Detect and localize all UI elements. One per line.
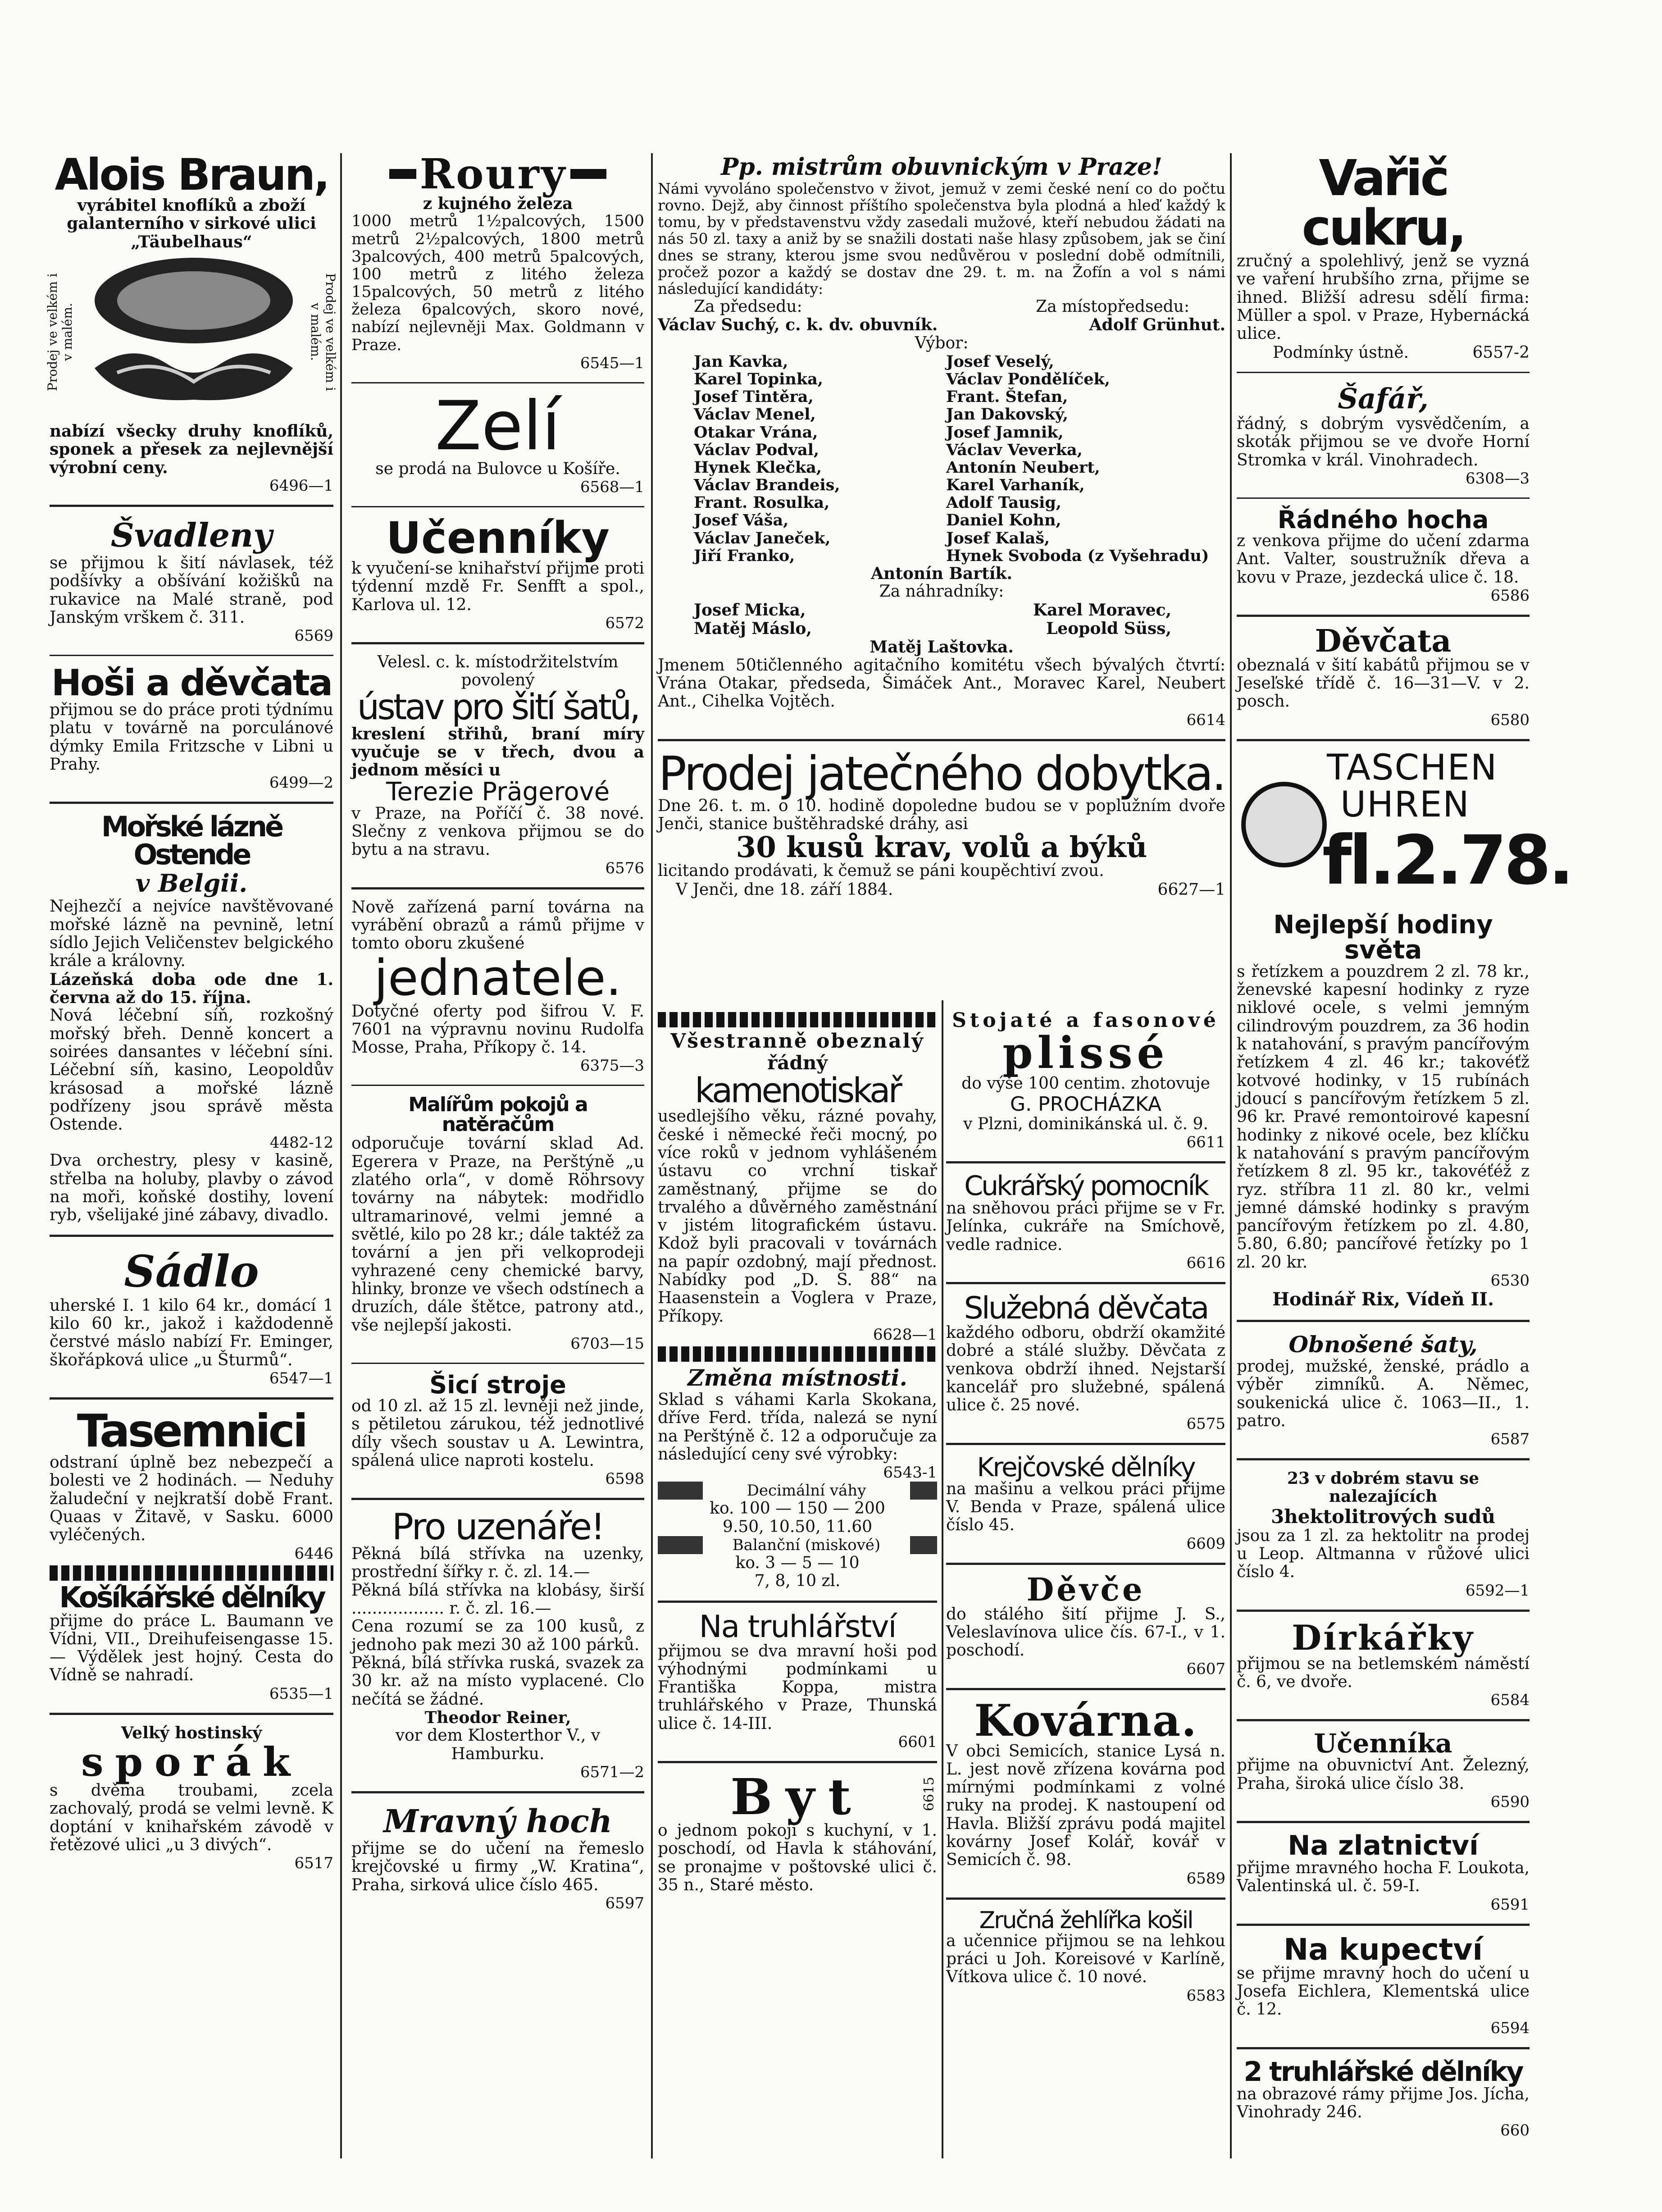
prodej-text1: Dne 26. t. m. o 10. hodině dopoledne budou se v poplužním dvoře Jenči, stanice buštěhradské dráhy, asi <box>658 796 1225 833</box>
malirum-title: Malířům pokojů a natěračům <box>408 1093 587 1136</box>
obuvnik-intro: Námi vyvoláno společenstvo v život, jemuž v zemi české není co do počtu rovno. Dejž, aby činnost příštího společenstva byla plodná a hleď každý k tomu, by v představenstvu vždy zasedali mužové, kteří nebudou žádati na nás 50 zl. taxy a aniž by se snažili dostati naše hlasy způsobem, jak se činí dnes se strany, kterou jsme svou nedůvěrou v poslední době odmítnili, pročež pozor a každý se dostav dne 29. t. m. na Žofín a vol s námi následující kandidáty: <box>658 180 1225 297</box>
ustav-title: ústav pro šití šatů, <box>357 687 639 728</box>
sadlo-title: Sádlo <box>124 1245 259 1297</box>
kamen-title: kamenotiskař <box>695 1070 900 1111</box>
malirum-code: 6703—15 <box>570 1334 644 1353</box>
plisse-addr: v Plzni, dominikánská ul. č. 9. <box>963 1114 1208 1133</box>
dec-vals: ko. 100 — 150 — 200 <box>710 1499 885 1518</box>
vybor-left-list <box>694 353 946 565</box>
truhlar-text: přijmou se dva mravní hoši pod výhodnými podmínkami u Františka Koppa, mistra truhlářského v Praze, Thunská ulice č. 14-III. <box>658 1642 937 1733</box>
predseda-name: Václav Suchý, c. k. dv. obuvník. <box>658 315 938 335</box>
devce-code: 6607 <box>1186 1660 1225 1678</box>
roury-title: Roury <box>419 150 567 198</box>
taschen-word: TASCHEN <box>1327 747 1498 788</box>
sporak-title: sporák <box>81 1738 302 1786</box>
zeli-title: Zelí <box>435 387 561 465</box>
pipe-icon <box>570 169 606 179</box>
ornament-divider <box>658 1346 937 1362</box>
ustav-text: kreslení střihů, braní míry vyučuje se v třech, dvou a jednom měsíci u <box>351 724 644 780</box>
kosikarske-text: přijme do práce L. Baumann ve Vídni, VII., Dreihufeisengasse 15. — Výdělek jest hojný. Cesta do Vídně se nahradí. <box>50 1611 333 1685</box>
plisse-code: 6611 <box>1186 1133 1225 1152</box>
scale-icon <box>658 1536 703 1554</box>
committee-member: Jiří Franko, <box>694 546 795 565</box>
committee-member: Daniel Kohn, <box>946 511 1061 530</box>
kosikarske-code: 6535—1 <box>269 1684 333 1703</box>
nahr-l2: Matěj Máslo, <box>694 619 812 639</box>
ucenniky-code: 6572 <box>605 614 644 633</box>
committee-member: Frant. Štefan, <box>946 388 1068 406</box>
hosi-text: přijmou se do práce proti týdnímu platu v továrně na porculánové dýmky Emila Fritzsche v Libni u Prahy. <box>50 701 333 774</box>
nahr-l1: Josef Micka, <box>694 600 806 620</box>
committee-member: Karel Varhaník, <box>946 476 1085 495</box>
sporak-code: 6517 <box>294 1854 333 1873</box>
pocket-watch-icon <box>1241 782 1327 867</box>
sadlo-code: 6547—1 <box>269 1369 333 1387</box>
byt-side-code: 6615 <box>921 1777 937 1811</box>
varic-title: Vařič cukru, <box>1302 149 1465 256</box>
obuvnik-code: 6614 <box>1186 711 1225 729</box>
prodej-place: V Jenči, dne 18. září 1884. <box>676 880 893 899</box>
obnosene-title: Obnošené šaty, <box>1289 1331 1478 1358</box>
committee-member: Václav Pondělíček, <box>946 369 1110 388</box>
jednatele-pre: Nově zařízená parní továrna na vyrábění obrazů a rámů přijme v tomto oboru zkušené <box>351 898 644 953</box>
hoch-code: 6586 <box>1490 586 1530 605</box>
label-mistopredseda: Za místopředsedu: <box>1036 297 1189 316</box>
sudy-title: 3hektolitrových sudů <box>1270 1505 1496 1528</box>
devcata-text: obeznalá v šití kabátů přijmou se v Jeseľské třídě č. 16—31—V. v 2. posch. <box>1237 656 1530 711</box>
byt-text: o jednom pokoji s kuchyní, v 1. poschodí, od Havla k stáhování, se pronajme v poštovské ulici č. 35 n., Staré město. <box>658 1821 937 1895</box>
committee-member: Josef Váša, <box>694 511 789 530</box>
braun-side-right: Prodej ve velkém i v malém. <box>308 273 338 391</box>
column-3a <box>658 1009 937 1894</box>
obnosene-text: prodej, mužské, ženské, prádlo a výběr zimníků. A. Němec, soukenická ulice č. 1063—II., 1. patro. <box>1237 1357 1530 1430</box>
obuvnik-footer: Jmenem 50tičlenného agitačního komitétu všech bývalých čtvrtí: Vrána Otakar, předseda, Šimáček Ant., Moravec Karel, Neubert Ant., Cihelka Vojtěch. <box>658 656 1225 711</box>
morske-text4: Dva orchestry, plesy v kasině, střelba na holuby, plavby o závod na moři, koňské dostihy, lovení ryb, všelijaké jiné zábavy, divadlo. <box>50 1151 333 1225</box>
truhlar-code: 6601 <box>898 1733 937 1751</box>
column-rule <box>651 153 653 2158</box>
uzenare-name: Theodor Reiner, <box>424 1708 571 1727</box>
decimalni-row <box>658 1482 937 1500</box>
sadlo-text: uherské I. 1 kilo 64 kr., domácí 1 kilo 60 kr., jakož i každodenně čerstvé máslo nabízí Fr. Eminger, škořápková ulice „u Šturmů“. <box>50 1296 333 1369</box>
hosi-code: 6499—2 <box>269 774 333 792</box>
ustav-text2: v Praze, na Poříčí č. 38 nové. Slečny z venkova přijmou se do bytu a na stravu. <box>351 804 644 859</box>
uzenare-text2: Pěkná bílá střívka na klobásy, širší .................. r. č. zl. 16.— <box>351 1581 644 1618</box>
morske-title: Mořské lázně Ostende <box>101 810 282 871</box>
sluzebna-code: 6575 <box>1186 1414 1225 1433</box>
plisse-text: do výše 100 centim. zhotovuje <box>961 1074 1210 1093</box>
kamen-pre2: řádný <box>767 1052 828 1074</box>
sporak-pre: Velký hostinský <box>121 1723 262 1742</box>
varic-code: 6557-2 <box>1472 343 1530 362</box>
committee-member: Frant. Rosulka, <box>694 493 830 512</box>
kupectvi-code: 6594 <box>1490 2019 1530 2037</box>
braun-logo <box>45 251 338 422</box>
dirkarky-text: přijmou se na betlemském náměstí č. 6, ve dvoře. <box>1237 1654 1530 1692</box>
plisse-name: G. PROCHÁZKA <box>1010 1092 1162 1116</box>
krejcov-code: 6609 <box>1186 1534 1225 1553</box>
bal-vals: ko. 3 — 5 — 10 <box>735 1553 860 1572</box>
column-3b <box>946 1009 1225 2005</box>
nahradniky-row2 <box>658 620 1225 638</box>
hodiny-title: Nejlepší hodiny světa <box>1273 910 1493 965</box>
svadleny-code: 6569 <box>294 627 333 645</box>
vybor-label: Výbor: <box>915 334 969 353</box>
truhlari-code: 660 <box>1500 2121 1530 2140</box>
svadleny-title: Švadleny <box>110 515 273 554</box>
plisse-title: plissé <box>1002 1027 1169 1079</box>
hodiny-firm: Hodinář Rix, Vídeň II. <box>1272 1289 1494 1310</box>
svadleny-text: se přijmou k šití návlasek, též podšívky a obšívání kožišků na rukavice na Malé straně, pod Janským vrškem č. 311. <box>50 553 333 627</box>
braun-line2: galanterního v sirkové ulici <box>67 214 316 233</box>
committee-member: Hynek Klečka, <box>694 458 822 477</box>
decimalni-label: Decimální váhy <box>747 1482 866 1500</box>
balancni-label: Balanční (miskové) <box>732 1536 881 1554</box>
committee-member: Otakar Vrána, <box>694 423 818 442</box>
prodej-footer <box>658 880 1225 899</box>
morske-sub: v Belgii. <box>135 869 248 898</box>
braun-side-left: Prodej ve velkém i v malém. <box>45 273 75 391</box>
ustav-code: 6576 <box>605 859 644 877</box>
devce-text: do stálého šití přijme J. S., Veleslavínova ulice čís. 67-I., v 1. poschodí. <box>946 1605 1225 1660</box>
roury-sub: z kujného železa <box>423 194 573 213</box>
morske-code: 4482-12 <box>269 1134 333 1152</box>
hoch-title: Řádného hocha <box>1277 505 1489 534</box>
committee-member: Josef Kalaš, <box>946 529 1050 547</box>
braun-line3: „Täubelhaus“ <box>131 232 252 251</box>
taschen-price: fl.2.78. <box>1322 821 1571 900</box>
morske-text1: Nejhezčí a nejvíce navštěvované mořské lázně na pevnině, letní sídlo Jejich Veličenstev belgického krále a královny. <box>50 897 333 971</box>
morske-text2: Lázeňská doba ode dne 1. června až do 15. října. <box>50 970 333 1007</box>
committee-member: Josef Jamnik, <box>946 423 1064 442</box>
mravny-text: přijme se do učení na řemeslo krejčovské u firmy „W. Kratina“, Praha, sirková ulice číslo 465. <box>351 1839 644 1894</box>
committee-member: Josef Veselý, <box>946 352 1054 371</box>
zmena-text: Sklad s váhami Karla Skokana, dříve Ferd. třída, nalezá se nyní na Perštýně č. 12 a odporučuje za následující ceny své výrobky: <box>658 1391 937 1464</box>
committee-member: Václav Veverka, <box>946 440 1083 459</box>
officer-labels <box>658 297 1225 316</box>
roury-header <box>351 150 644 198</box>
committee-member: Jan Kavka, <box>694 352 788 371</box>
pipe-icon <box>389 169 416 179</box>
nahradniky-row1 <box>658 601 1225 620</box>
hosi-title: Hoši a děvčata <box>51 662 332 704</box>
dirkarky-code: 6584 <box>1490 1691 1530 1710</box>
krejcov-text: na mašinu a velkou práci přijme V. Benda v Praze, spálená ulice číslo 45. <box>946 1479 1225 1535</box>
ustav-name: Terezie Prägerové <box>386 777 610 807</box>
committee-member: Jan Dakovský, <box>946 405 1068 424</box>
mravny-title: Mravný hoch <box>383 1802 612 1840</box>
varic-footer <box>1237 343 1530 362</box>
nahr-r1: Karel Moravec, <box>1033 600 1171 620</box>
tasemnici-title: Tasemnici <box>77 1404 306 1457</box>
sudy-text1: 23 v dobrém stavu se nalezajících <box>1287 1469 1479 1506</box>
morske-text3: Nová léčební síň, rozkošný mořský břeh. Denně koncert a soirées dansantes v léčební síni. Léčební síň, kasino, Leopoldův krásosad a mořské lázně podřízeny jsou správě města Ostende. <box>50 1006 333 1134</box>
dec-prices: 9.50, 10.50, 11.60 <box>722 1517 873 1536</box>
ucennika-title: Učenníka <box>1314 1728 1453 1759</box>
byt-title: Byt <box>730 1768 865 1826</box>
sluzebna-title: Služebná děvčata <box>964 1291 1208 1327</box>
column-4 <box>1237 149 1571 2140</box>
zlatnictvi-text: přijme mravného hocha F. Loukota, Valentinská ul. č. 59-I. <box>1237 1858 1530 1896</box>
vybor-right-list <box>946 353 1209 565</box>
kamen-code: 6628—1 <box>873 1326 937 1344</box>
committee-member: Václav Janeček, <box>694 529 831 547</box>
zeli-code: 6568—1 <box>580 478 644 497</box>
balancni-row <box>658 1536 937 1554</box>
sluzebna-text: každého odboru, obdrží okamžité dobré a stálé služby. Děvčata z venkova obdrží ihned. Nejstarší kancelář pro služebné, spálená ulice č. 25 nové. <box>946 1323 1225 1415</box>
uzenare-addr: vor dem Klosterthor V., v Hamburku. <box>395 1726 601 1763</box>
cukrar-code: 6616 <box>1186 1254 1225 1272</box>
mravny-code: 6597 <box>605 1894 644 1912</box>
zmena-code: 6543-1 <box>883 1464 937 1482</box>
scale-icon <box>910 1536 937 1554</box>
braun-line1: vyrábitel knoflíků a zboží <box>77 196 306 215</box>
committee-member: Josef Tintěra, <box>694 388 814 406</box>
hodiny-text: s řetízkem a pouzdrem 2 zl. 78 kr., ženevské kapesní hodinky z ryze niklové ocele, s velmi jemným cilindrovým pouzdrem, za 36 hodin k natahování, s pravým pancířovým řetízkem 4 zl. 46 kr.; takovéťž kotvové hodinky, v 15 rubínách jdoucí s pancířovým řetízkem 5 zl. 96 kr. Pravé remontoirové kapesní hodinky z nikové ocele, bez klíčku k natahování s pravým pancířovým řetízkem 8 zl. 95 kr., takovéťéž z ryz. stříbra 11 zl. 80 kr., velmi jemné dámské hodinky s pravým pancířovým řetízkem po zl. 4.80, 5.80, 6.80; pancířové řetízky po 1 zl. 20 kr. <box>1237 962 1530 1272</box>
roury-text: 1000 metrů 1½palcových, 1500 metrů 2½palcových, 1800 metrů 3palcových, 400 metrů 5palcových, 100 metrů z litého železa 15palcových, 50 metrů z litého železa 6palcových, skoro nové, nabízí nejlevněji Max. Goldmann v Praze. <box>351 212 644 354</box>
uzenare-text1: Pěkná bílá střívka na uzenky, prostřední šířky r. č. zl. 14.— <box>351 1545 644 1582</box>
hoch-text: z venkova přijme do učení zdarma Ant. Valter, soustružník dřeva a kovu v Praze, jezdecká ulice č. 18. <box>1237 531 1530 587</box>
ucenniky-text: k vyučení-se knihařství přijme proti týdenní mzdě Fr. Senfft a spol., Karlova ul. 12. <box>351 559 644 614</box>
kosikarske-title: Košíkářské dělníky <box>59 1581 324 1615</box>
truhlari-title: 2 truhlářské dělníky <box>1243 2056 1523 2088</box>
zlatnictvi-title: Na zlatnictví <box>1288 1829 1479 1861</box>
column-rule <box>1230 153 1232 2158</box>
column-rule <box>340 153 342 2158</box>
jednatele-title: jednatele. <box>374 949 622 1007</box>
nahr-r2: Leopold Süss, <box>1046 619 1171 639</box>
safar-text: řádný, s dobrým vysvědčením, a skoták přijmou se ve dvoře Horní Stromka v král. Vinohradech. <box>1237 414 1530 470</box>
scale-icon <box>658 1482 703 1500</box>
plisse-pre: Stojaté a fasonové <box>952 1009 1220 1032</box>
kovarna-code: 6589 <box>1186 1869 1225 1888</box>
committee-member: Václav Brandeis, <box>694 476 840 495</box>
kupectvi-title: Na kupectví <box>1284 1932 1483 1967</box>
safar-title: Šafář, <box>1338 382 1429 415</box>
bal-prices: 7, 8, 10 zl. <box>754 1572 841 1591</box>
tasemnici-text: odstraní úplně bez nebezpečí a bolesti ve 2 hodinách. — Neduhy žaludeční v nejkratší době Frant. Quaas v Žitavě, v Sasku. 6000 vyléčených. <box>50 1453 333 1545</box>
ornament-divider <box>658 1012 937 1027</box>
uzenare-text4: Pěkná, bílá střívka ruská, svazek za 30 kr. až na místo vyplacené. Clo nečítá se žádné. <box>351 1654 644 1709</box>
uhren-word: UHREN <box>1340 784 1470 825</box>
sici-text: od 10 zl. až 15 zl. levněji než jinde, s pětiletou zárukou, též jednotlivé díly všech soustav u A. Lewintra, spálená ulice naproti kostelu. <box>351 1396 644 1470</box>
uzenare-code: 6571—2 <box>580 1763 644 1781</box>
cukrar-text: na sněhovou práci přijme se v Fr. Jelínka, cukráře na Smíchově, vedle radnice. <box>946 1199 1225 1254</box>
committee-member: Karel Topinka, <box>694 369 823 388</box>
jednatele-text: Dotyčné oferty pod šifrou V. F. 7601 na výpravnu novinu Rudolfa Mosse, Praha, Příkopy č. 14. <box>351 1002 644 1057</box>
truhlar-title: Na truhlářství <box>699 1609 896 1645</box>
committee-member: Václav Menel, <box>694 405 816 424</box>
prodej-title: Prodej jatečného dobytka. <box>658 746 1225 801</box>
obuvnik-header: Pp. mistrům obuvnickým v Praze! <box>721 153 1162 181</box>
cukrar-title: Cukrářský pomocník <box>964 1170 1207 1202</box>
obnosene-code: 6587 <box>1490 1430 1530 1449</box>
devce-title: Děvče <box>1026 1570 1145 1608</box>
sici-code: 6598 <box>605 1470 644 1488</box>
vybor-last: Antonín Bartík. <box>871 564 1012 584</box>
braun-code: 6496—1 <box>269 476 333 495</box>
committee-member: Hynek Svoboda (z Vyšehradu) <box>946 546 1209 565</box>
hodiny-code: 6530 <box>1490 1272 1530 1290</box>
byt-block <box>658 1768 937 1826</box>
kovarna-text: V obci Semicích, stanice Lysá n. L. jest nově zřízena kovárna pod mírnými podmínkami z volné ruky na prodej. K nastoupení od Havla. Bližší zprávu podá majitel kovárny Josef Kolář, kovář v Semicích č. 98. <box>946 1742 1225 1870</box>
committee-member: Adolf Tausig, <box>946 493 1061 512</box>
ornament-divider <box>50 1565 333 1581</box>
devcata-code: 6580 <box>1490 711 1530 729</box>
zehlirka-title: Zručná žehlířka košil <box>979 1906 1193 1934</box>
braun-text: nabízí všecky druhy knoflíků, sponek a přesek za nejlevnější výrobní ceny. <box>50 421 333 477</box>
label-predseda: Za předsedu: <box>694 297 802 316</box>
scale-icon <box>910 1482 937 1500</box>
uzenare-text3: Cena rozumí se za 100 kusů, z jednoho pak mezi 30 až 100 párků. <box>351 1617 644 1654</box>
column-1 <box>45 150 338 1873</box>
jednatele-code: 6375—3 <box>580 1057 644 1075</box>
varic-cond: Podmínky ústně. <box>1273 343 1409 362</box>
prodej-text2: licitando prodávati, k čemuž se páni koupěchtiví zvou. <box>658 862 1104 880</box>
committee-member: Antonín Neubert, <box>946 458 1100 477</box>
sporak-text: s dvěma troubami, zcela zachovalý, prodá se velmi levně. K doptání v knihařském závodě v řetězové ulici „u 3 divých“. <box>50 1781 333 1854</box>
varic-text: zručný a spolehlivý, jenž se vyzná ve vaření hrubšího zrna, přijme se ihned. Bližší adresu sdělí firma: Müller a spol. v Praze, Hybernácká ulice. <box>1237 252 1530 343</box>
sudy-text2: jsou za 1 zl. za hektolitr na prodej u Leop. Altmanna v růžové ulici číslo 4. <box>1237 1526 1530 1582</box>
column-2 <box>351 150 644 1912</box>
ucennika-text: přijme na obuvnictví Ant. Železný, Praha, široká ulice číslo 38. <box>1237 1756 1530 1793</box>
kupectvi-text: se přijme mravný hoch do učení u Josefa Eichlera, Klementská ulice č. 12. <box>1237 1964 1530 2019</box>
ucennika-code: 6590 <box>1490 1792 1530 1811</box>
column-3-top <box>658 153 1225 899</box>
prodej-big: 30 kusů krav, volů a býků <box>736 830 1147 865</box>
braun-ornament-logo <box>77 251 311 418</box>
ustav-pre: Velesl. c. k. místodržitelstvím povolený <box>377 653 619 690</box>
krejcov-title: Krejčovské dělníky <box>977 1451 1195 1482</box>
braun-name: Alois Braun, <box>55 150 328 200</box>
dirkarky-title: Dírkářky <box>1292 1617 1475 1658</box>
truhlari-text: na obrazové rámy přijme Jos. Jícha, Vinohrady 246. <box>1237 2084 1530 2121</box>
nahr-center: Matěj Laštovka. <box>870 638 1014 657</box>
taschen-uhren-ad <box>1237 747 1571 912</box>
mistopredseda-name: Adolf Grünhut. <box>1089 315 1225 335</box>
zmena-title: Změna místnosti. <box>688 1364 907 1391</box>
devcata-title: Děvčata <box>1315 623 1452 659</box>
zlatnictvi-code: 6591 <box>1490 1895 1530 1914</box>
zehlirka-text: a učennice přijmou se na lehkou práci u Joh. Koreisové v Karlíně, Vítkova ulice č. 10 nové. <box>946 1931 1225 1987</box>
kamen-text: usedlejšího věku, rázné povahy, české i německé řeči mocný, po více roků v jednom vyhlášeném ústavu co vrchní tiskař zaměstnaný, přijme se do trvalého a důvěrného zaměstnání v jistém litografickém ústavu. Kdož byli pracovali v továrnách na papír ozdobný, mají přednost. Nabídky pod „D. S. 88“ na Haasenstein a Voglera v Praze, Příkopy. <box>658 1107 937 1326</box>
kovarna-title: Kovárna. <box>974 1695 1198 1746</box>
ucenniky-title: Učenníky <box>386 513 610 564</box>
nahradniky-label: Za náhradníky: <box>879 582 1004 601</box>
vybor-list <box>658 353 1225 565</box>
sici-title: Šicí stroje <box>429 1370 566 1399</box>
malirum-text: odporučuje tovární sklad Ad. Egerera v Praze, na Perštýně „u zlatého orla“, v domě Röhrsovy továrny na nábytek: modřidlo ultramarinové, velmi jemné a světlé, kilo po 28 kr.; dále taktéž za tovární a jen při velkoprodeji vyhrazené ceny chemické barvy, hlinky, bronze ve všech odstínech a druzích, dále štětce, patrony atd., vše nejlepší jakosti. <box>351 1134 644 1335</box>
zehlirka-code: 6583 <box>1186 1986 1225 2005</box>
officer-names <box>658 316 1225 334</box>
zeli-text: se prodá na Bulovce u Košíře. <box>375 459 620 478</box>
committee-member: Václav Podval, <box>694 440 820 459</box>
tasemnici-code: 6446 <box>294 1544 333 1563</box>
sudy-code: 6592—1 <box>1465 1581 1530 1600</box>
roury-code: 6545—1 <box>580 354 644 372</box>
uzenare-title: Pro uzenáře! <box>392 1506 604 1548</box>
column-rule <box>942 1000 943 2158</box>
prodej-code: 6627—1 <box>1157 880 1225 899</box>
safar-code: 6308—3 <box>1465 469 1530 488</box>
kamen-pre: Všestranně obeznalý <box>670 1030 924 1053</box>
